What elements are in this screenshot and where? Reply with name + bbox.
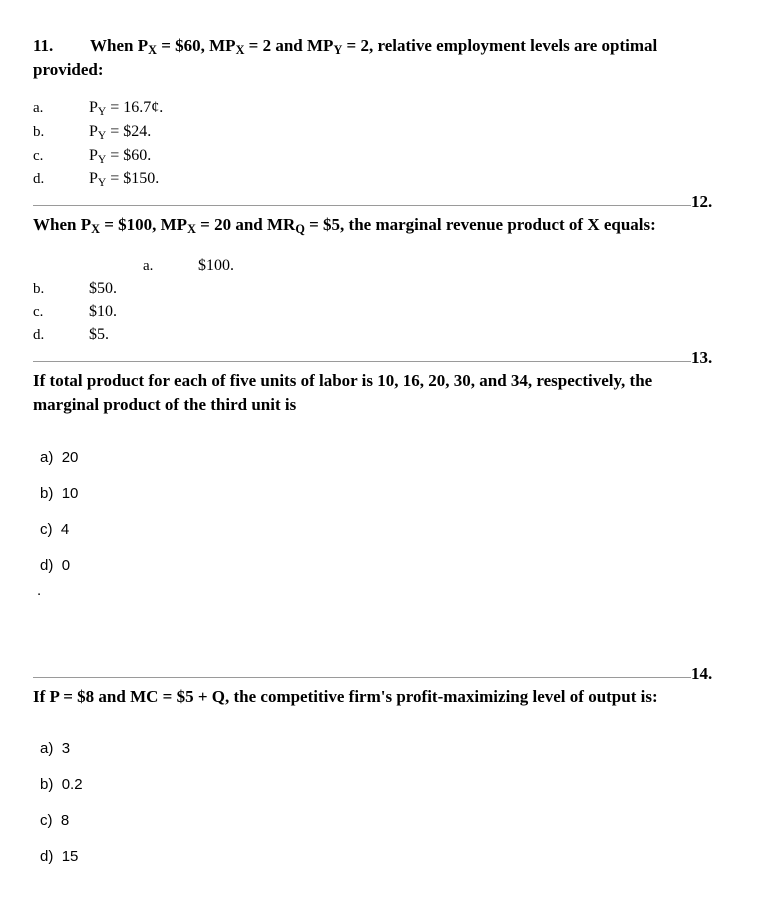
- question-11-number: 11.: [33, 36, 54, 55]
- q11-option-a-letter: a.: [33, 100, 44, 116]
- q12-option-d: $5.: [89, 326, 109, 343]
- divider-14: [33, 677, 691, 678]
- q12-option-b-letter: b.: [33, 281, 45, 297]
- q13-option-a: a) 20: [40, 449, 79, 466]
- q12-option-b: $50.: [89, 280, 117, 297]
- q13-trailing-dot: .: [37, 582, 42, 599]
- q14-option-b: b) 0.2: [40, 776, 83, 793]
- q13-option-c: c) 4: [40, 521, 70, 538]
- question-14-number: 14.: [691, 664, 713, 683]
- q12-option-c: $10.: [89, 303, 117, 320]
- q13-option-d: d) 0: [40, 557, 71, 574]
- question-11-stem-line2: provided:: [33, 60, 104, 79]
- q12-option-d-letter: d.: [33, 327, 45, 343]
- q11-option-c-letter: c.: [33, 148, 44, 164]
- q14-option-c: c) 8: [40, 812, 70, 829]
- question-11-stem-line1: When $P_X$ = $60, $MP_X = 2$ and $MP_Y = 2$, relative employment levels are optimal: [90, 36, 658, 58]
- question-14-stem: If P = $8 and MC = $5 + Q, the competitive firm's profit-maximizing level of output is:: [33, 687, 658, 706]
- question-13-stem-line1: If total product for each of five units of labor is 10, 16, 20, 30, and 34, respectively, the: [33, 371, 653, 390]
- divider-13: [33, 361, 691, 362]
- question-12-stem: When $P_X$ = $100, $MP_X = 20$ and $MR_Q$ = $5, the marginal revenue product of X equals:: [33, 215, 656, 237]
- q14-option-a: a) 3: [40, 740, 71, 757]
- q11-option-b-letter: b.: [33, 124, 45, 140]
- q11-option-d: $P_Y$ = $150.: [89, 170, 160, 189]
- q12-option-c-letter: c.: [33, 304, 44, 320]
- question-12-number: 12.: [691, 192, 713, 211]
- q11-option-d-letter: d.: [33, 171, 45, 187]
- q11-option-c: $P_Y$ = $60.: [89, 147, 152, 166]
- q12-option-a: $100.: [198, 257, 234, 274]
- q11-option-a: $P_Y$ = 16.7¢.: [89, 99, 164, 118]
- divider-12: [33, 205, 691, 206]
- question-13-stem-line2: marginal product of the third unit is: [33, 395, 297, 414]
- question-13-number: 13.: [691, 348, 713, 367]
- q11-option-b: $P_Y$ = $24.: [89, 123, 152, 142]
- q13-option-b: b) 10: [40, 485, 79, 502]
- q14-option-d: d) 15: [40, 848, 79, 865]
- q12-option-a-letter: a.: [143, 258, 154, 274]
